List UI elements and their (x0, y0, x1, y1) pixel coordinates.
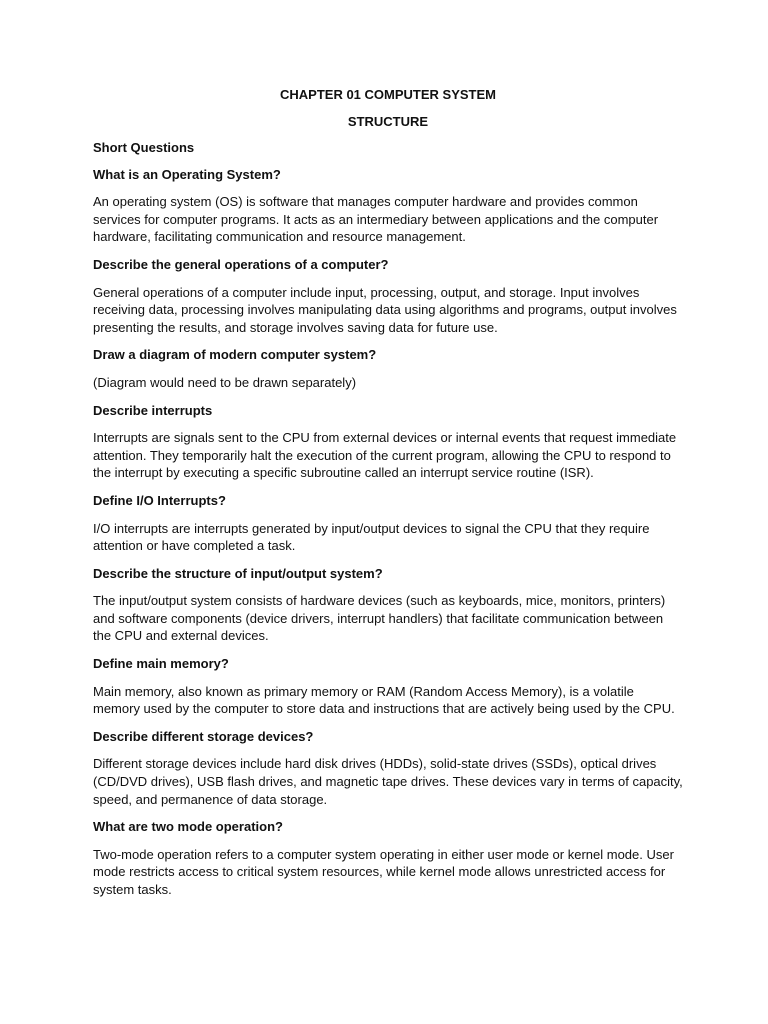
question: Define I/O Interrupts? (93, 492, 226, 508)
answer: Main memory, also known as primary memory or RAM (Random Access Memory), is a volatile memory used by the computer to store data and instructions that are actively being used by the CPU. (93, 683, 675, 717)
question: Define main memory? (93, 656, 229, 672)
answer: Two-mode operation refers to a computer system operating in either user mode or kernel mode. User mode restricts access to critical system resources, while kernel mode allows unrestricted access for system tasks. (93, 846, 674, 897)
section-heading: Short Questions (93, 140, 195, 155)
document-title-line2: STRUCTURE (347, 114, 429, 129)
document-page (93, 86, 683, 909)
question: Describe the general operations of a computer? (93, 256, 389, 272)
answer: (Diagram would need to be drawn separately) (93, 374, 357, 390)
answer: Interrupts are signals sent to the CPU from external devices or internal events that request immediate attention. They temporarily halt the execution of the current program, allowing the CPU to respond to the interrupt by executing a specific subroutine called an interrupt service routine (ISR). (93, 430, 677, 481)
question: Describe different storage devices? (93, 728, 314, 744)
answer: Different storage devices include hard disk drives (HDDs), solid-state drives (SSDs), optical drives (CD/DVD drives), USB flash drives, and magnetic tape drives. These devices vary in terms of capacity, speed, and permanence of data storage. (93, 756, 683, 807)
answer: I/O interrupts are interrupts generated by input/output devices to signal the CPU that they require attention or have completed a task. (93, 520, 650, 554)
question: What are two mode operation? (93, 819, 283, 835)
qa-item (93, 565, 683, 645)
qa-item (93, 166, 683, 246)
qa-item (93, 818, 683, 898)
qa-item (93, 492, 683, 555)
question: Describe interrupts (93, 402, 213, 418)
answer: The input/output system consists of hardware devices (such as keyboards, mice, monitors, printers) and software components (device drivers, interrupt handlers) that facilitate communication between the CPU and external devices. (93, 593, 666, 644)
qa-item (93, 402, 683, 482)
question: Describe the structure of input/output system? (93, 565, 383, 581)
qa-item (93, 728, 683, 808)
question: Draw a diagram of modern computer system? (93, 347, 377, 363)
question: What is an Operating System? (93, 166, 281, 182)
qa-item (93, 256, 683, 336)
answer: An operating system (OS) is software that manages computer hardware and provides common services for computer programs. It acts as an intermediary between applications and the computer hardware, facilitating communication and resource management. (93, 194, 659, 245)
document-title-line1: CHAPTER 01 COMPUTER SYSTEM (280, 87, 496, 102)
qa-item (93, 655, 683, 718)
answer: General operations of a computer include input, processing, output, and storage. Input involves receiving data, processing involves manipulating data using algorithms and programs, output involves presenting the results, and storage involves saving data for future use. (93, 284, 677, 335)
qa-item (93, 346, 683, 391)
